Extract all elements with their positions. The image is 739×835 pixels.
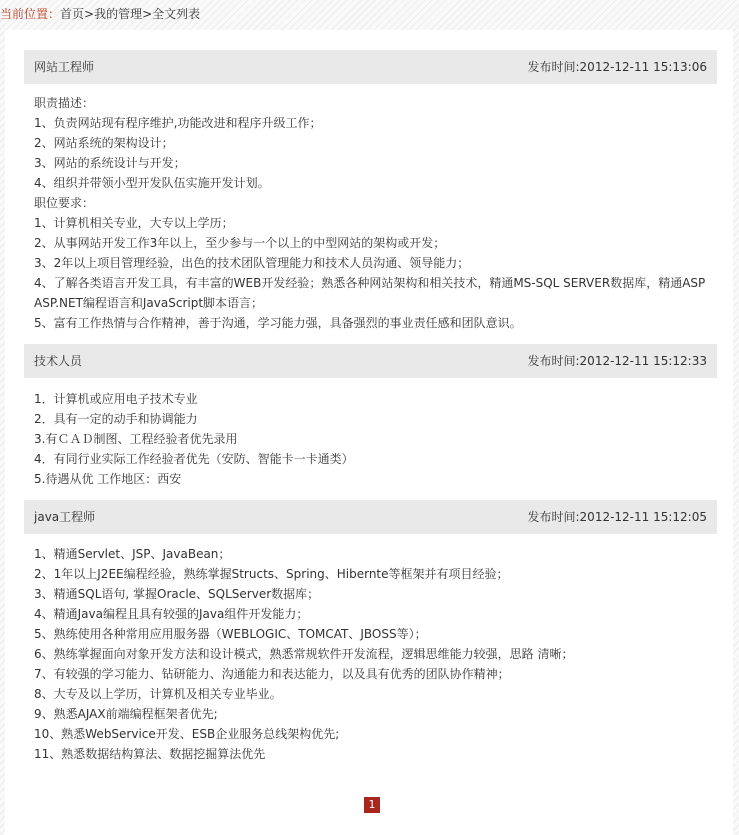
post-line: 3、网站的系统设计与开发； xyxy=(34,156,186,170)
post-line: 5、熟练使用各种常用应用服务器（WEBLOGIC、TOMCAT、JBOSS等）； xyxy=(34,627,427,641)
breadcrumb-label: 当前位置： xyxy=(0,7,61,21)
post-body xyxy=(34,544,719,764)
post-line: 2、从事网站开发工作3年以上，至少参与一个以上的中型网站的架构或开发； xyxy=(34,236,446,250)
post-title[interactable]: 网站工程师 xyxy=(34,60,95,74)
content-panel xyxy=(5,30,733,835)
post-line: 4．有同行业实际工作经验者优先（安防、智能卡一卡通类） xyxy=(34,452,354,466)
post-line: 9、熟悉AJAX前端编程框架者优先; xyxy=(34,707,218,721)
post-line: 职位要求： xyxy=(34,196,95,210)
breadcrumb-my-management-link[interactable]: 我的管理 xyxy=(94,7,143,21)
post-header xyxy=(24,500,717,534)
post-line: 5、富有工作热情与合作精神，善于沟通，学习能力强，具备强烈的事业责任感和团队意识。 xyxy=(34,316,522,330)
post-line: 10、熟悉WebService开发、ESB企业服务总线架构优先; xyxy=(34,727,340,741)
post-line: 4、了解各类语言开发工具，有丰富的WEB开发经验；熟悉各种网站架构和相关技术，精通MS-SQL SERVER数据库，精通ASP xyxy=(34,276,706,290)
post-line: ASP.NET编程语言和JavaScript脚本语言； xyxy=(34,296,264,310)
post-header xyxy=(24,50,717,84)
post-date: 发布时间:2012-12-11 15:12:33 xyxy=(527,354,707,368)
post-line: 3、精通SQL语句, 掌握Oracle、SQLServer数据库； xyxy=(34,587,320,601)
post-line: 11、熟悉数据结构算法、数据挖掘算法优先 xyxy=(34,747,266,761)
post-line: 职责描述： xyxy=(34,96,95,110)
breadcrumb-separator: > xyxy=(142,7,153,21)
post-line: 3、2年以上项目管理经验，出色的技术团队管理能力和技术人员沟通、领导能力； xyxy=(34,256,470,270)
post-body xyxy=(34,389,719,489)
pagination-page-button[interactable]: 1 xyxy=(364,797,380,813)
post-line: 4、组织并带领小型开发队伍实施开发计划。 xyxy=(34,176,270,190)
post-line: 8、大专及以上学历，计算机及相关专业毕业。 xyxy=(34,687,282,701)
breadcrumb xyxy=(0,0,200,28)
post-date: 发布时间:2012-12-11 15:12:05 xyxy=(527,510,707,524)
post-line: 6、熟练掌握面向对象开发方法和设计模式，熟悉常规软件开发流程，逻辑思维能力较强，思路 清晰； xyxy=(34,647,574,661)
post-line: 1、精通Servlet、JSP、JavaBean； xyxy=(34,547,231,561)
post-line: 1．计算机或应用电子技术专业 xyxy=(34,392,198,406)
breadcrumb-current: 全文列表 xyxy=(152,7,201,21)
post-line: 1、负责网站现有程序维护,功能改进和程序升级工作； xyxy=(34,116,322,130)
post-line: 4、精通Java编程且具有较强的Java组件开发能力； xyxy=(34,607,309,621)
post-title[interactable]: java工程师 xyxy=(34,510,96,524)
post-date: 发布时间:2012-12-11 15:13:06 xyxy=(527,60,707,74)
post-line: 5.待遇从优 工作地区：西安 xyxy=(34,472,182,486)
post-line: 2、网站系统的架构设计； xyxy=(34,136,174,150)
post-header xyxy=(24,344,717,378)
post-line: 1、计算机相关专业，大专以上学历； xyxy=(34,216,234,230)
post-line: 3.有ＣＡＤ制图、工程经验者优先录用 xyxy=(34,432,238,446)
breadcrumb-separator: > xyxy=(84,7,95,21)
breadcrumb-home-link[interactable]: 首页 xyxy=(60,7,85,21)
post-title[interactable]: 技术人员 xyxy=(34,354,83,368)
post-line: 2、1年以上J2EE编程经验，熟练掌握Structs、Spring、Hibernte等框架并有项目经验； xyxy=(34,567,509,581)
post-body xyxy=(34,93,719,333)
post-line: 2．具有一定的动手和协调能力 xyxy=(34,412,198,426)
post-line: 7、有较强的学习能力、钻研能力、沟通能力和表达能力，以及具有优秀的团队协作精神； xyxy=(34,667,510,681)
